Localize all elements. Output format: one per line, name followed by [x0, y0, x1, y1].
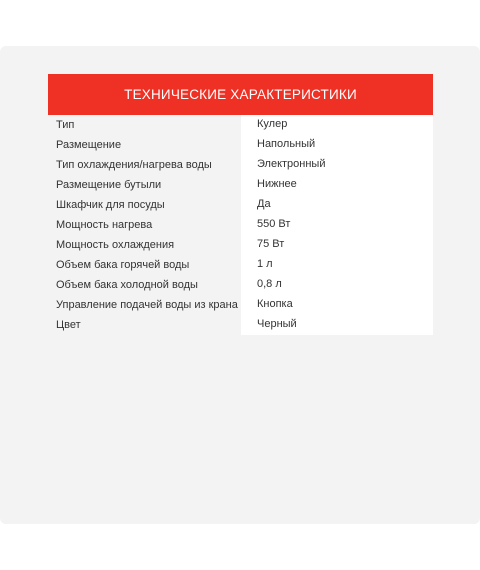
spec-name: Цвет	[48, 315, 241, 335]
spec-name: Объем бака холодной воды	[48, 275, 241, 295]
spec-value: Нижнее	[241, 175, 433, 195]
spec-value: 0,8 л	[241, 275, 433, 295]
spec-value: 75 Вт	[241, 235, 433, 255]
spec-row	[48, 315, 433, 335]
spec-row	[48, 195, 433, 215]
spec-name: Тип охлаждения/нагрева воды	[48, 155, 241, 175]
spec-name: Размещение	[48, 135, 241, 155]
spec-row	[48, 255, 433, 275]
spec-name: Объем бака горячей воды	[48, 255, 241, 275]
spec-name: Мощность охлаждения	[48, 235, 241, 255]
spec-value: 1 л	[241, 255, 433, 275]
spec-value: Черный	[241, 315, 433, 335]
spec-value: Напольный	[241, 135, 433, 155]
spec-name: Мощность нагрева	[48, 215, 241, 235]
spec-value: Да	[241, 195, 433, 215]
spec-value: Электронный	[241, 155, 433, 175]
spec-name: Шкафчик для посуды	[48, 195, 241, 215]
spec-panel	[48, 74, 433, 335]
spec-header: ТЕХНИЧЕСКИЕ ХАРАКТЕРИСТИКИ	[48, 74, 433, 115]
spec-name: Размещение бутыли	[48, 175, 241, 195]
spec-value: Кнопка	[241, 295, 433, 315]
spec-row	[48, 175, 433, 195]
spec-row	[48, 295, 433, 315]
spec-name: Тип	[48, 115, 241, 135]
spec-row	[48, 275, 433, 295]
spec-value: Кулер	[241, 115, 433, 135]
spec-row	[48, 115, 433, 135]
spec-row	[48, 215, 433, 235]
spec-table	[48, 115, 433, 335]
spec-row	[48, 235, 433, 255]
spec-value: 550 Вт	[241, 215, 433, 235]
spec-row	[48, 135, 433, 155]
spec-name: Управление подачей воды из крана	[48, 295, 241, 315]
spec-row	[48, 155, 433, 175]
